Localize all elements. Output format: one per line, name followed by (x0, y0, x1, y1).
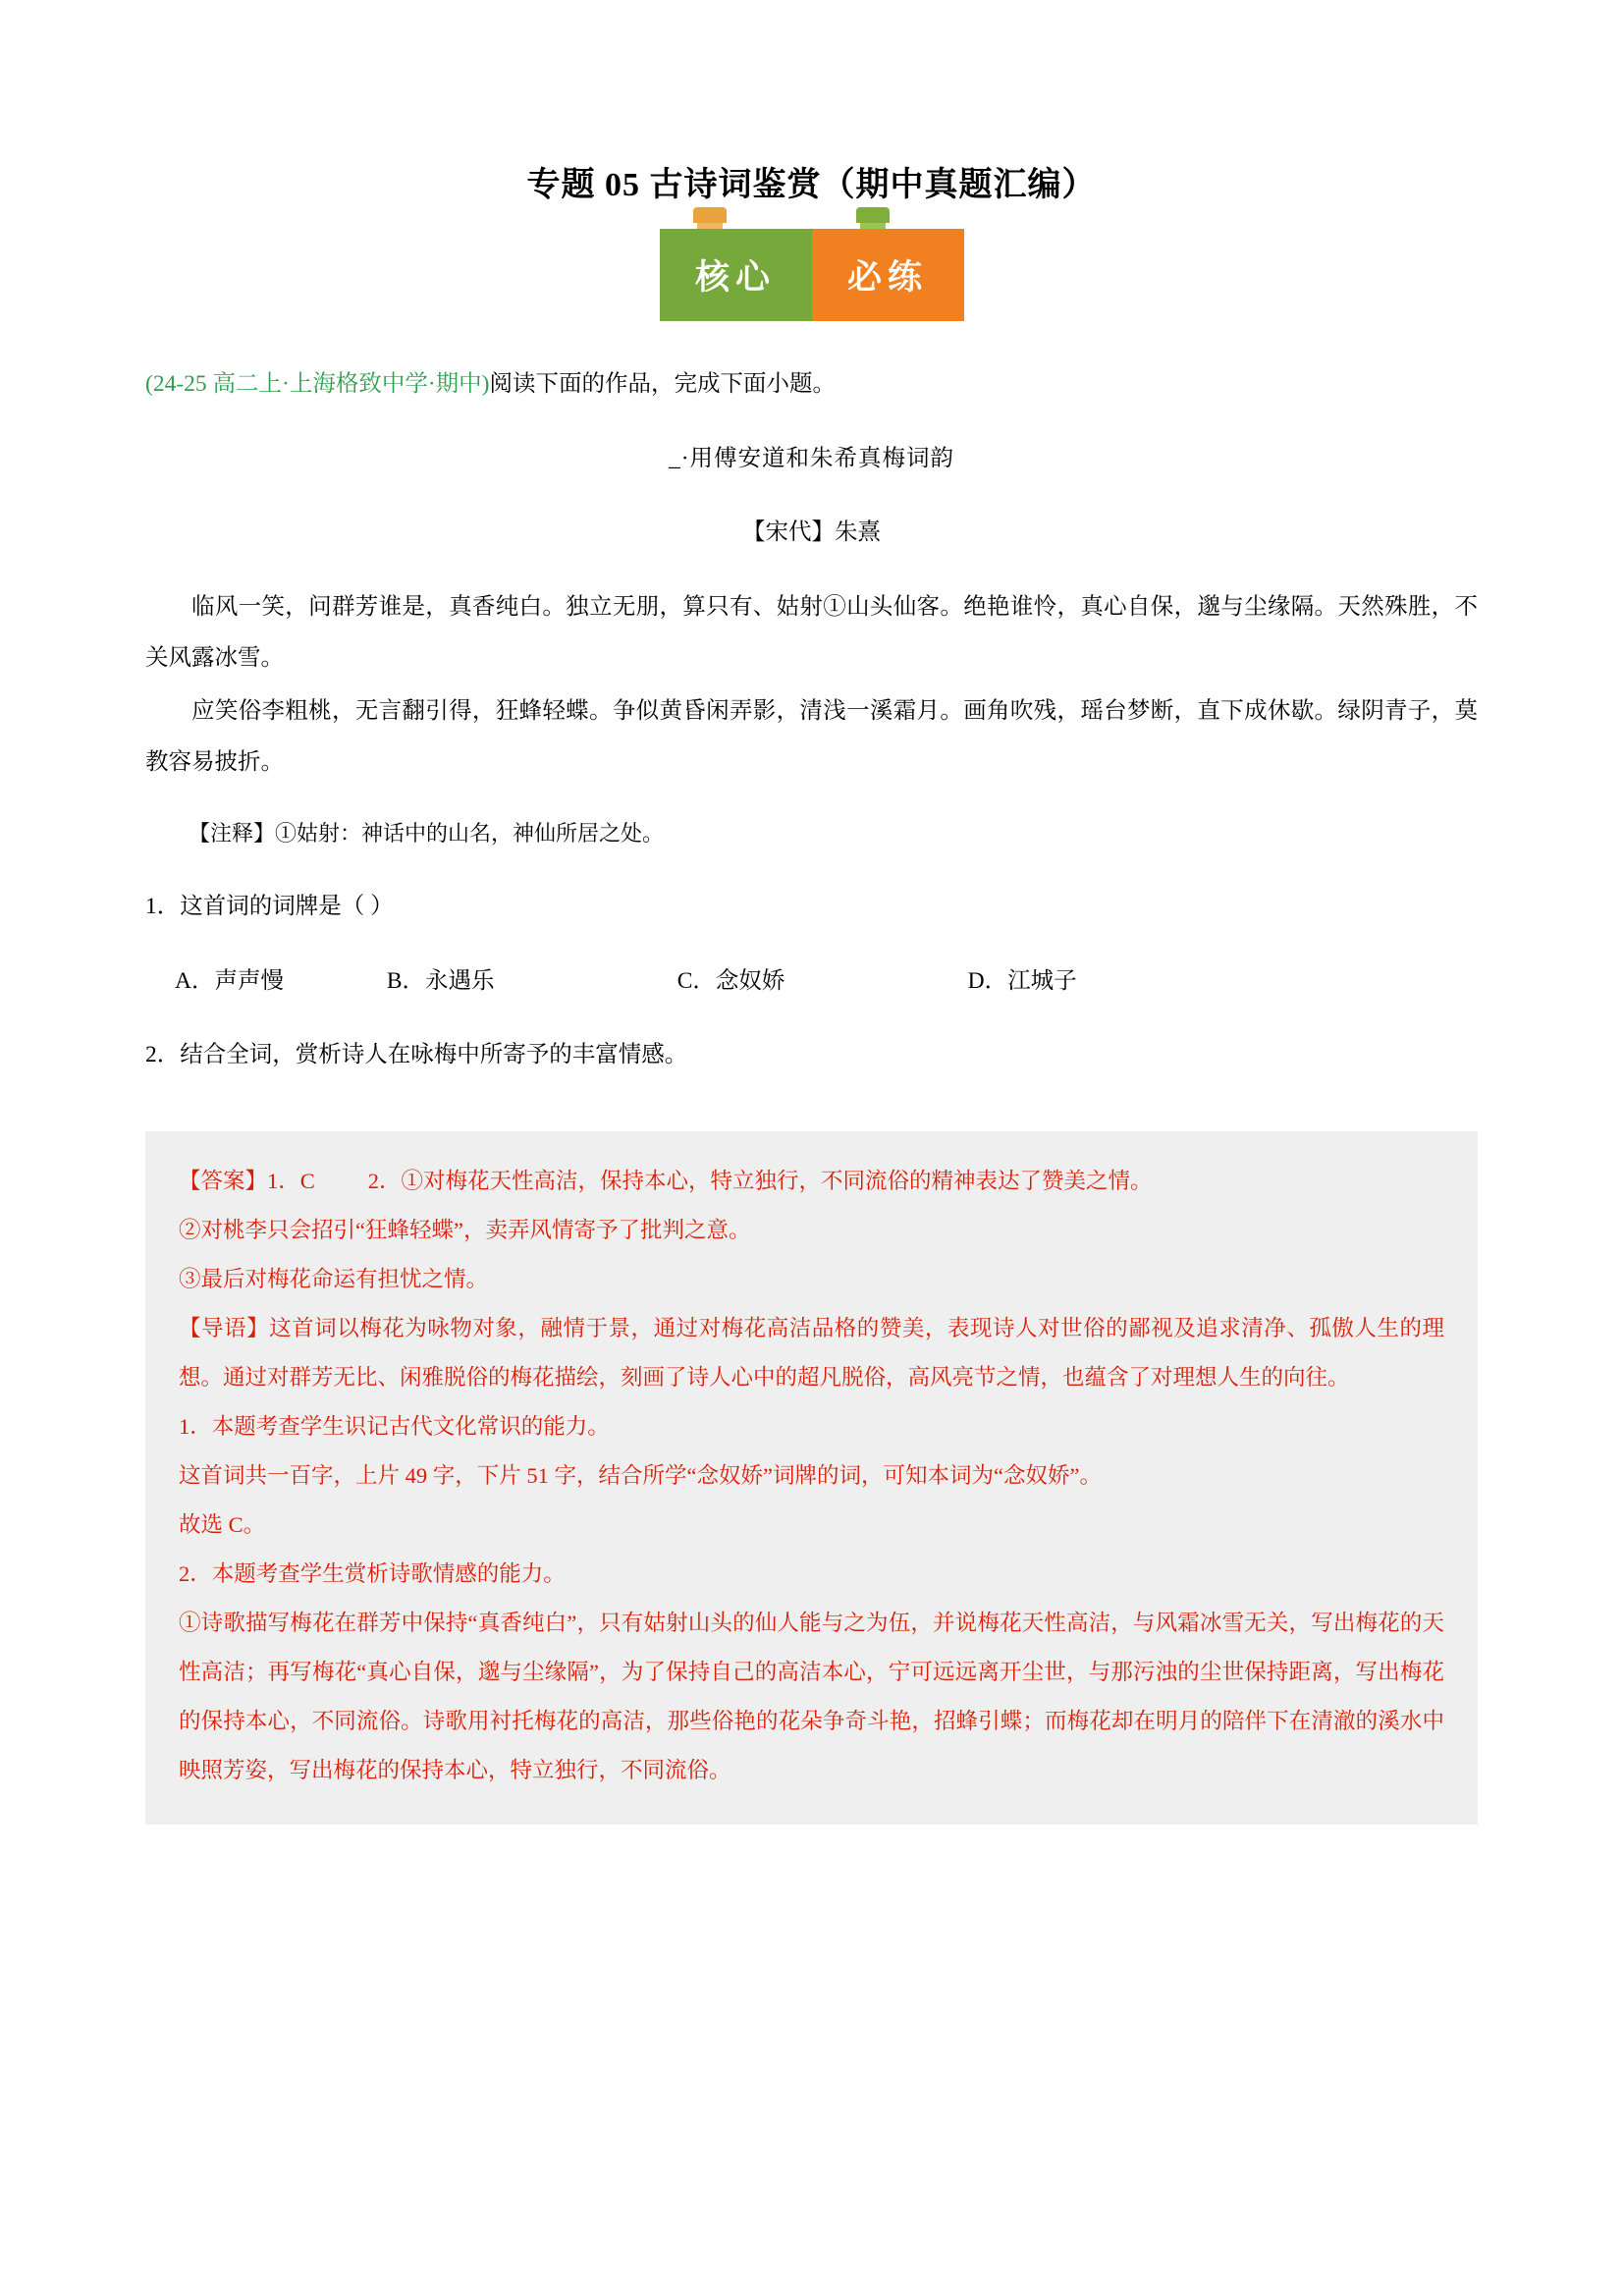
poem-stanza-1: 临风一笑，问群芳谁是，真香纯白。独立无朋，算只有、姑射①山头仙客。绝艳谁怜，真心自保，邈与尘缘隔。天然殊胜，不关风露冰雪。 (145, 593, 1478, 671)
reading-prompt: 阅读下面的作品，完成下面小题。 (489, 371, 837, 397)
poem-stanza-2: 应笑俗李粗桃，无言翻引得，狂蜂轻蝶。争似黄昏闲弄影，清浅一溪霜月。画角吹残，瑶台梦断，直下成休歇。绿阴青子，莫教容易披折。 (145, 697, 1478, 775)
question-1-text: 这首词的词牌是（ ） (180, 894, 394, 919)
answer-point-2: 2．①对梅花天性高洁，保持本心，特立独行，不同流俗的精神表达了赞美之情。 (367, 1169, 1153, 1193)
option-d[interactable]: D．江城子 (967, 967, 1077, 994)
guide-line: 【导语】这首词以梅花为咏物对象，融情于景，通过对梅花高洁品格的赞美，表现诗人对世俗的鄙视及追求清净、孤傲人生的理想。通过对群芳无比、闲雅脱俗的梅花描绘，刻画了诗人心中的超凡脱俗，高风亮节之情，也蕴含了对理想人生的向往。 (179, 1316, 1444, 1390)
analysis-line: 2．本题考查学生赏析诗歌情感的能力。 (179, 1561, 566, 1586)
banner-label-left: 核心 (660, 229, 812, 321)
answer-line: ③最后对梅花命运有担忧之情。 (179, 1267, 489, 1291)
question-2-number: 2． (145, 1042, 181, 1067)
question-1-options (145, 956, 1478, 1007)
poem-author: 【宋代】朱熹 (742, 519, 881, 545)
poem-title: _·用傅安道和朱希真梅词韵 (668, 445, 955, 471)
answer-line (179, 1157, 1444, 1206)
banner-graphic (660, 229, 964, 325)
option-b[interactable]: B．永遇乐 (386, 967, 495, 994)
option-a[interactable]: A．声声慢 (175, 967, 284, 994)
analysis-line: 1．本题考查学生识记古代文化常识的能力。 (179, 1414, 610, 1439)
analysis-line: 故选 C。 (179, 1512, 266, 1537)
core-practice-banner (145, 229, 1478, 325)
page-title: 专题 05 古诗词鉴赏（期中真题汇编） (526, 167, 1097, 203)
source-tag: (24-25 高二上·上海格致中学·期中) (145, 371, 490, 397)
question-1-number: 1． (145, 894, 181, 919)
analysis-line: 这首词共一百字，上片 49 字，下片 51 字，结合所学“念奴娇”词牌的词，可知本词为“念奴娇”。 (179, 1463, 1102, 1488)
question-2 (145, 1029, 1478, 1080)
question-1 (145, 881, 1478, 932)
analysis-line: ①诗歌描写梅花在群芳中保持“真香纯白”，只有姑射山头的仙人能与之为伍，并说梅花天性高洁，与风霜冰雪无关，写出梅花的天性高洁；再写梅花“真心自保，邈与尘缘隔”，为了保持自己的高洁本心，宁可远远离开尘世，与那污浊的尘世保持距离，写出梅花的保持本心，不同流俗。诗歌用衬托梅花的高洁，那些俗艳的花朵争奇斗艳，招蜂引蝶；而梅花却在明月的陪伴下在清澈的溪水中映照芳姿，写出梅花的保持本心，特立独行，不同流俗。 (179, 1611, 1444, 1782)
source-and-prompt (145, 358, 1478, 410)
banner-label-right: 必练 (812, 229, 964, 321)
option-c[interactable]: C．念奴娇 (676, 967, 785, 994)
question-2-text: 结合全词，赏析诗人在咏梅中所寄予的丰富情感。 (180, 1042, 688, 1067)
poem-footnote: 【注释】①姑射：神话中的山名，神仙所居之处。 (189, 820, 665, 846)
answer-label: 【答案】1．C (179, 1169, 315, 1193)
answer-line: ②对桃李只会招引“狂蜂轻蝶”，卖弄风情寄予了批判之意。 (179, 1218, 751, 1242)
answer-explanation-block (145, 1131, 1478, 1825)
